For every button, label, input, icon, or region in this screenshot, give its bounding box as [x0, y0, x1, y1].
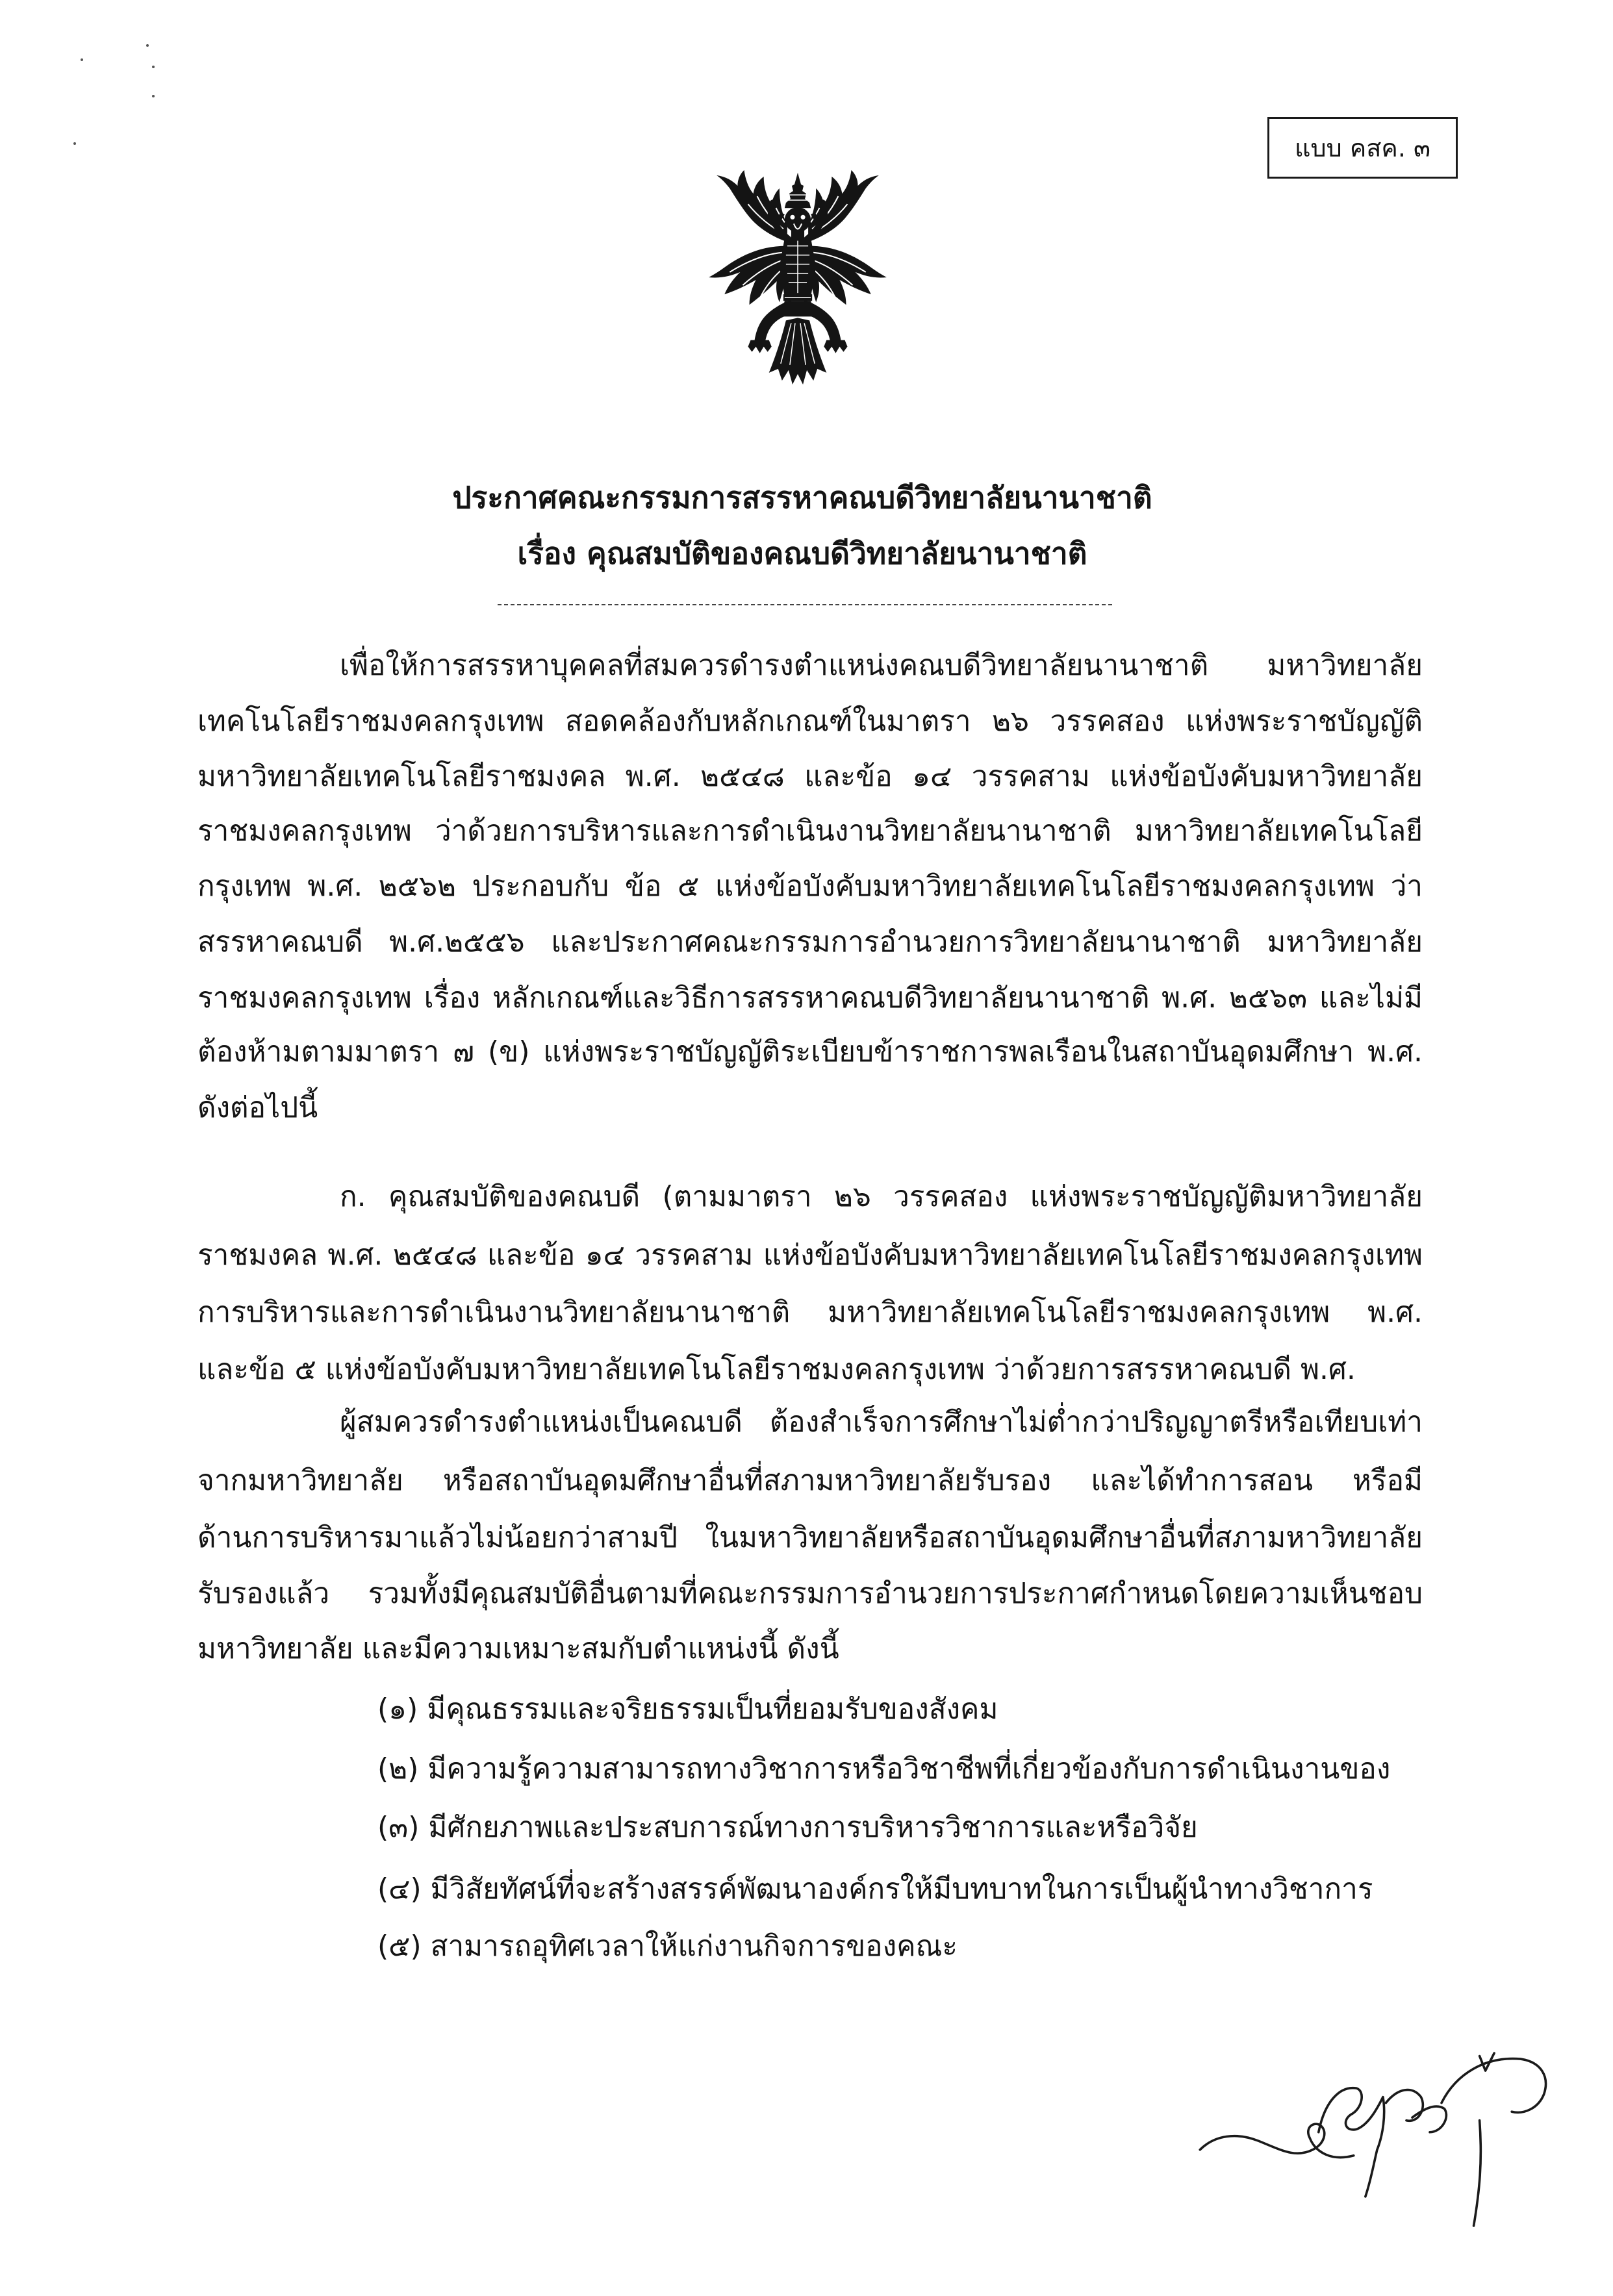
section-a-line: การบริหารและการดำเนินงานวิทยาลัยนานาชาติ มหาวิทยาลัยเทคโนโลยีราชมงคลกรุงเทพ พ.ศ.	[197, 1296, 1423, 1329]
section-a-line: และข้อ ๕ แห่งข้อบังคับมหาวิทยาลัยเทคโนโลยีราชมงคลกรุงเทพ ว่าด้วยการสรรหาคณบดี พ.ศ.	[197, 1353, 1356, 1386]
criteria-item: (๔) มีวิสัยทัศน์ที่จะสร้างสรรค์พัฒนาองค์กรให้มีบทบาทในการเป็นผู้นำทางวิชาการ	[377, 1873, 1373, 1906]
preamble-line: เทคโนโลยีราชมงคลกรุงเทพ สอดคล้องกับหลักเกณฑ์ในมาตรา ๒๖ วรรคสอง แห่งพระราชบัญญัติ	[197, 705, 1423, 738]
criteria-item: (๑) มีคุณธรรมและจริยธรรมเป็นที่ยอมรับของสังคม	[377, 1693, 998, 1726]
criteria-item: (๒) มีความรู้ความสามารถทางวิชาการหรือวิชาชีพที่เกี่ยวข้องกับการดำเนินงานของ	[377, 1752, 1391, 1785]
preamble-line: ดังต่อไปนี้	[197, 1091, 318, 1124]
garuda-emblem	[700, 168, 896, 398]
qualification-line: มหาวิทยาลัย และมีความเหมาะสมกับตำแหน่งนี้ ดังนี้	[197, 1632, 839, 1665]
criteria-item: (๕) สามารถอุทิศเวลาให้แก่งานกิจการของคณะ	[377, 1930, 958, 1963]
preamble-line: กรุงเทพ พ.ศ. ๒๕๖๒ ประกอบกับ ข้อ ๕ แห่งข้อบังคับมหาวิทยาลัยเทคโนโลยีราชมงคลกรุงเทพ ว่า	[197, 870, 1423, 903]
scan-speck	[81, 58, 83, 61]
criteria-item: (๓) มีศักยภาพและประสบการณ์ทางการบริหารวิชาการและหรือวิจัย	[377, 1811, 1198, 1844]
preamble-line: สรรหาคณบดี พ.ศ.๒๕๕๖ และประกาศคณะกรรมการอำนวยการวิทยาลัยนานาชาติ มหาวิทยาลัย	[197, 926, 1423, 959]
qualification-line: ผู้สมควรดำรงตำแหน่งเป็นคณบดี ต้องสำเร็จการศึกษาไม่ต่ำกว่าปริญญาตรีหรือเทียบเท่า	[340, 1406, 1423, 1439]
qualification-line: รับรองแล้ว รวมทั้งมีคุณสมบัติอื่นตามที่คณะกรรมการอำนวยการประกาศกำหนดโดยความเห็นชอบ	[197, 1577, 1423, 1610]
scan-speck	[73, 142, 76, 145]
qualification-line: จากมหาวิทยาลัย หรือสถาบันอุดมศึกษาอื่นที่สภามหาวิทยาลัยรับรอง และได้ทำการสอน หรือมี	[197, 1464, 1423, 1497]
form-label-box	[1267, 117, 1458, 179]
qualification-line: ด้านการบริหารมาแล้วไม่น้อยกว่าสามปี ในมหาวิทยาลัยหรือสถาบันอุดมศึกษาอื่นที่สภามหาวิทยาลัย	[197, 1521, 1423, 1554]
preamble-line: ราชมงคลกรุงเทพ ว่าด้วยการบริหารและการดำเนินงานวิทยาลัยนานาชาติ มหาวิทยาลัยเทคโนโลยี	[197, 814, 1423, 848]
scan-speck	[152, 66, 155, 68]
title-separator	[498, 604, 1112, 605]
section-a-line: ราชมงคล พ.ศ. ๒๕๔๘ และข้อ ๑๔ วรรคสาม แห่งข้อบังคับมหาวิทยาลัยเทคโนโลยีราชมงคลกรุงเทพ	[197, 1239, 1423, 1272]
preamble-line: ต้องห้ามตามมาตรา ๗ (ข) แห่งพระราชบัญญัติระเบียบข้าราชการพลเรือนในสถาบันอุดมศึกษา พ.ศ.	[197, 1035, 1423, 1068]
title-line-2: เรื่อง คุณสมบัติของคณบดีวิทยาลัยนานาชาติ	[517, 536, 1087, 571]
signature	[1193, 2041, 1551, 2232]
preamble-line: มหาวิทยาลัยเทคโนโลยีราชมงคล พ.ศ. ๒๕๔๘ และข้อ ๑๔ วรรคสาม แห่งข้อบังคับมหาวิทยาลัย	[197, 760, 1423, 793]
section-a-line: ก. คุณสมบัติของคณบดี (ตามมาตรา ๒๖ วรรคสอง แห่งพระราชบัญญัติมหาวิทยาลัย	[340, 1180, 1423, 1213]
scan-speck	[146, 44, 149, 47]
form-label: แบบ คสค. ๓	[1295, 134, 1430, 162]
scan-speck	[152, 95, 155, 97]
title-line-1: ประกาศคณะกรรมการสรรหาคณบดีวิทยาลัยนานาชาติ	[452, 480, 1152, 515]
preamble-line: ราชมงคลกรุงเทพ เรื่อง หลักเกณฑ์และวิธีการสรรหาคณบดีวิทยาลัยนานาชาติ พ.ศ. ๒๕๖๓ และไม่มี	[197, 981, 1423, 1015]
preamble-line: เพื่อให้การสรรหาบุคคลที่สมควรดำรงตำแหน่งคณบดีวิทยาลัยนานาชาติ มหาวิทยาลัย	[340, 649, 1423, 682]
